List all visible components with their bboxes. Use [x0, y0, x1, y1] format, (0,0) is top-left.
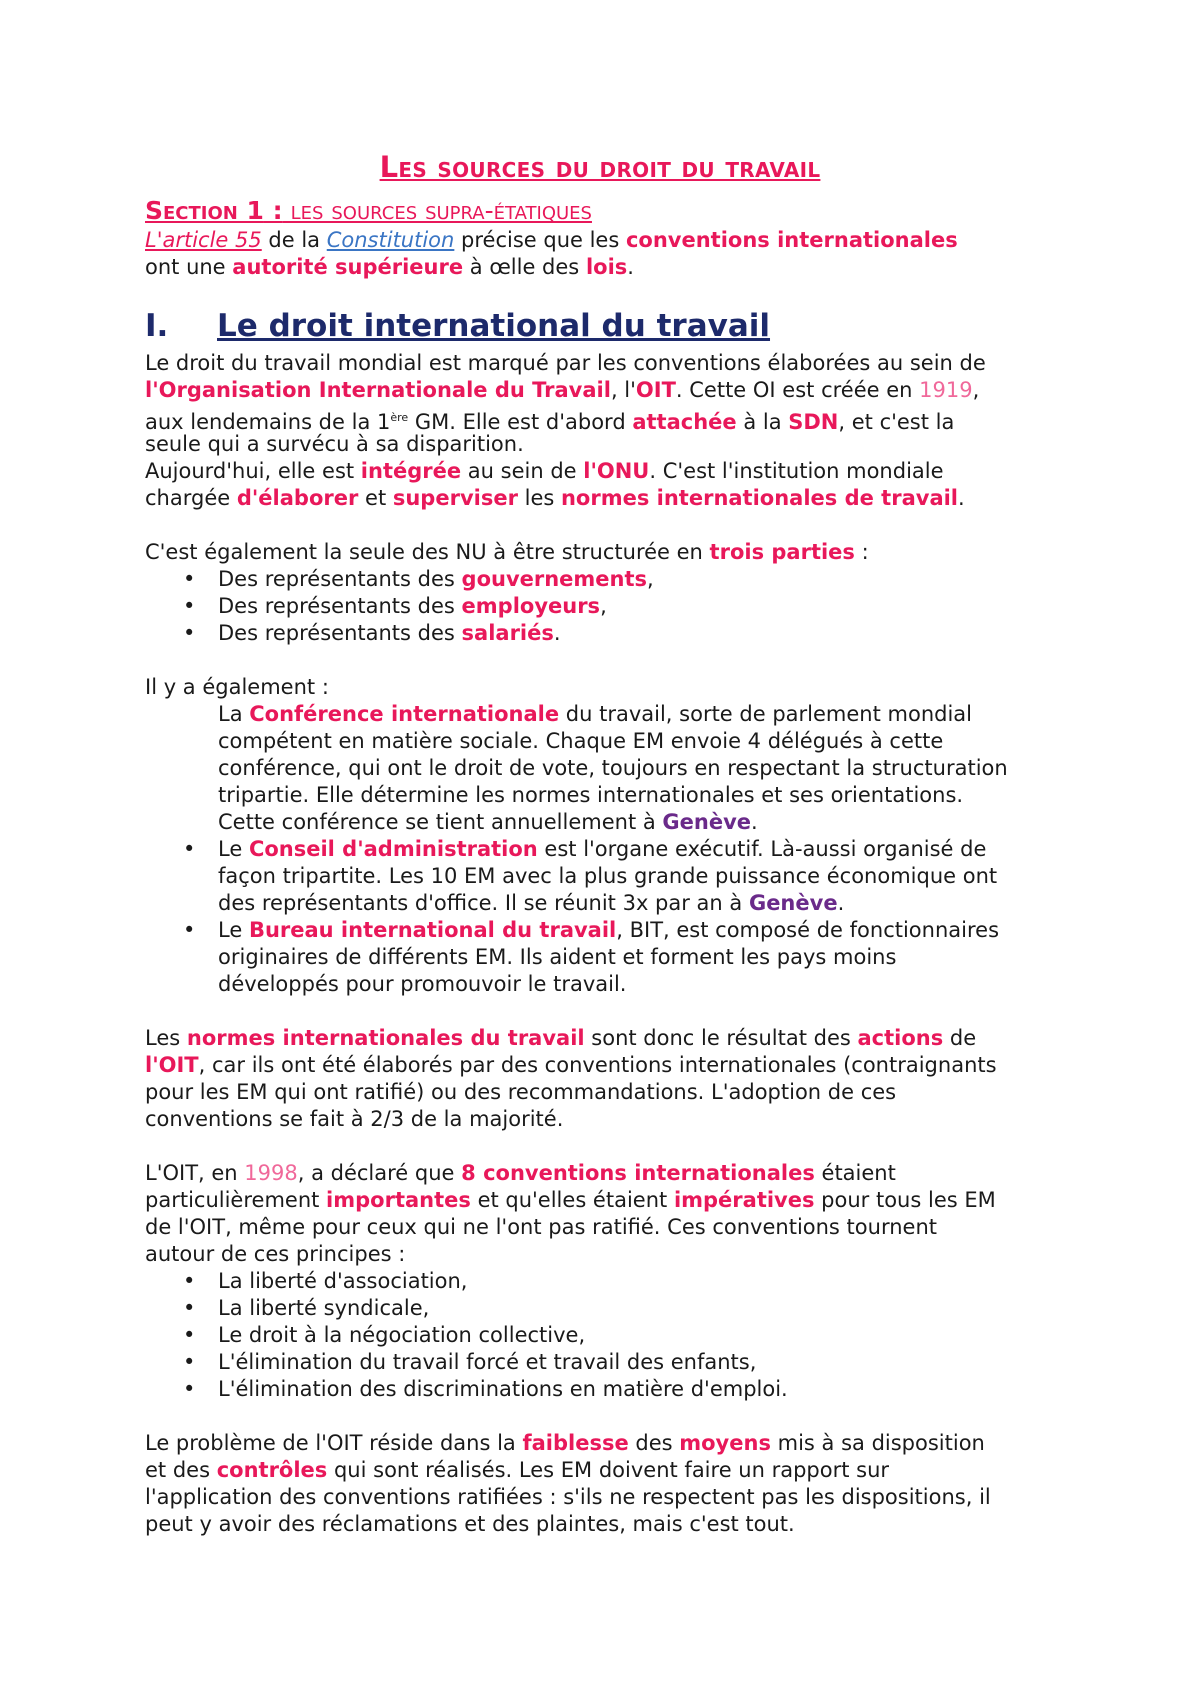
list-item: • Le droit à la négociation collective,	[183, 1323, 586, 1347]
p1-line-3: aux lendemains de la 1ère GM. Elle est d'abord attachée à la SDN, et c'est la	[145, 410, 955, 434]
conference-line-4: tripartie. Elle détermine les normes internationales et ses orientations.	[218, 783, 964, 807]
p1-line-4: seule qui a survécu à sa disparition.	[145, 432, 524, 456]
list-item: • Des représentants des employeurs,	[183, 594, 607, 618]
list-item: • La liberté syndicale,	[183, 1296, 430, 1320]
heading-1-number: I.	[145, 308, 169, 344]
p4-line-1: Les normes internationales du travail sont donc le résultat des actions de	[145, 1026, 977, 1050]
section-number: Section 1	[145, 196, 264, 225]
conference-line-2: compétent en matière sociale. Chaque EM envoie 4 délégués à cette	[218, 729, 944, 753]
p4-line-2: l'OIT, car ils ont été élaborés par des conventions internationales (contraignants	[145, 1053, 997, 1077]
council-line-1: Le Conseil d'administration est l'organe exécutif. Là-aussi organisé de	[218, 837, 987, 861]
bullet-icon: •	[183, 1350, 196, 1374]
p1-line-1: Le droit du travail mondial est marqué par les conventions élaborées au sein de	[145, 351, 986, 375]
p6-line-3: l'application des conventions ratifiées : s'ils ne respectent pas les dispositions, il	[145, 1485, 991, 1509]
intro-line-1: L'article 55 de la Constitution précise que les conventions internationales	[145, 228, 958, 252]
bullet-icon: •	[183, 918, 196, 942]
bullet-icon: •	[183, 1323, 196, 1347]
heading-1	[145, 308, 770, 344]
bullet-icon: •	[183, 621, 196, 645]
p1-line-5: Aujourd'hui, elle est intégrée au sein de l'ONU. C'est l'institution mondiale	[145, 459, 944, 483]
bureau-line-3: développés pour promouvoir le travail.	[218, 972, 627, 996]
list-item: • Des représentants des salariés.	[183, 621, 561, 645]
document-title: Les sources du droit du travail	[379, 150, 821, 184]
conference-line-5: Cette conférence se tient annuellement à Genève.	[218, 810, 758, 834]
bullet-icon: •	[183, 837, 196, 861]
p5-line-3: de l'OIT, même pour ceux qui ne l'ont pas ratifié. Ces conventions tournent	[145, 1215, 937, 1239]
p6-line-2: et des contrôles qui sont réalisés. Les EM doivent faire un rapport sur	[145, 1458, 890, 1482]
list-item: • Des représentants des gouvernements,	[183, 567, 654, 591]
p5-line-4: autour de ces principes :	[145, 1242, 406, 1266]
p5-line-2: particulièrement importantes et qu'elles étaient impératives pour tous les EM	[145, 1188, 996, 1212]
bullet-icon: •	[183, 594, 196, 618]
article-link[interactable]: L'article 55	[145, 228, 262, 252]
intro-line-2: ont une autorité supérieure à œlle des lois.	[145, 255, 634, 279]
list-item: • L'élimination du travail forcé et travail des enfants,	[183, 1350, 757, 1374]
heading-1-label: Le droit international du travail	[217, 308, 771, 344]
section-heading	[145, 196, 592, 225]
council-line-3: des représentants d'office. Il se réunit 3x par an à Genève.	[218, 891, 845, 915]
p1-line-6: chargée d'élaborer et superviser les normes internationales de travail.	[145, 486, 965, 510]
p5-line-1: L'OIT, en 1998, a déclaré que 8 conventions internationales étaient	[145, 1161, 896, 1185]
section-label: les sources supra-étatiques	[282, 196, 592, 225]
p1-line-2: l'Organisation Internationale du Travail, l'OIT. Cette OI est créée en 1919,	[145, 378, 980, 402]
section-colon: :	[263, 196, 283, 225]
p2-line-1: C'est également la seule des NU à être structurée en trois parties :	[145, 540, 869, 564]
p3-intro: Il y a également :	[145, 675, 329, 699]
list-item: • L'élimination des discriminations en matière d'emploi.	[183, 1377, 788, 1401]
list-item: • La liberté d'association,	[183, 1269, 468, 1293]
bullet-icon: •	[183, 567, 196, 591]
constitution-link[interactable]: Constitution	[326, 228, 455, 252]
council-line-2: façon tripartite. Les 10 EM avec la plus grande puissance économique ont	[218, 864, 998, 888]
bullet-icon: •	[183, 1269, 196, 1293]
p6-line-4: peut y avoir des réclamations et des plaintes, mais c'est tout.	[145, 1512, 795, 1536]
bureau-line-1: Le Bureau international du travail, BIT, est composé de fonctionnaires	[218, 918, 1000, 942]
bullet-icon: •	[183, 1296, 196, 1320]
p6-line-1: Le problème de l'OIT réside dans la faiblesse des moyens mis à sa disposition	[145, 1431, 985, 1455]
conference-line-3: conférence, qui ont le droit de vote, toujours en respectant la structuration	[218, 756, 1008, 780]
p4-line-3: pour les EM qui ont ratifié) ou des recommandations. L'adoption de ces	[145, 1080, 897, 1104]
bullet-icon: •	[183, 1377, 196, 1401]
bureau-line-2: originaires de différents EM. Ils aident et forment les pays moins	[218, 945, 897, 969]
p4-line-4: conventions se fait à 2/3 de la majorité.	[145, 1107, 564, 1131]
conference-line-1: La Conférence internationale du travail, sorte de parlement mondial	[218, 702, 972, 726]
